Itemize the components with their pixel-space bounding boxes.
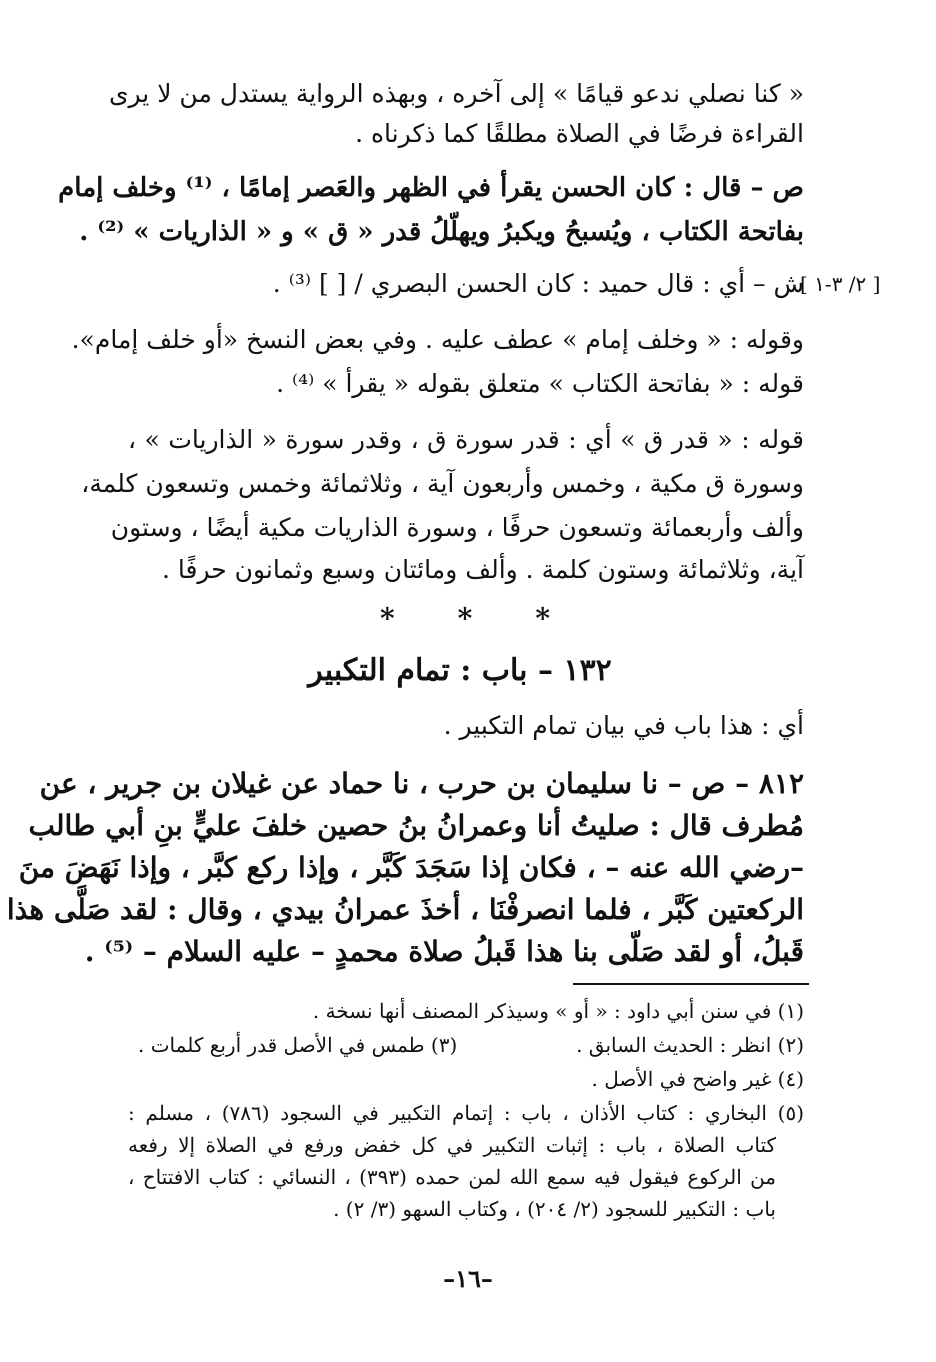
body-line: وألف وأربعمائة وتسعون حرفًا ، وسورة الذاريات مكية أيضًا ، وستون	[110, 513, 804, 542]
body-line: أي : هذا باب في بيان تمام التكبير .	[443, 711, 804, 740]
body-line: بفاتحة الكتاب ، ويُسبحُ ويكبرُ ويهلّلُ قدر « ق » و « الذاريات » ⁽²⁾ .	[79, 217, 804, 247]
chapter-heading: ١٣٢ – باب : تمام التكبير	[308, 653, 612, 688]
hadith-line: ٨١٢ – ص – نا سليمان بن حرب ، نا حماد عن غيلان بن جرير ، عن	[39, 767, 804, 800]
footnote: (٤) غير واضح في الأصل .	[591, 1067, 804, 1091]
hadith-line: مُطرف قال : صليتُ أنا وعمرانُ بنُ حصين خلفَ عليٍّ بنِ أبي طالب	[28, 809, 804, 842]
footnote: (٢) انظر : الحديث السابق .	[576, 1033, 804, 1057]
body-line: آية، وثلاثمائة وستون كلمة . وألف ومائتان وسبع وثمانون حرفًا .	[161, 555, 804, 584]
footnote-divider	[573, 983, 809, 985]
hadith-line: –رضي الله عنه – ، فكان إذا سَجَدَ كَبَّر ، وإذا ركع كبَّر ، وإذا نَهَضَ منَ	[18, 851, 804, 884]
body-line: « كنا نصلي ندعو قيامًا » إلى آخره ، وبهذه الرواية يستدل من لا يرى	[108, 79, 804, 108]
body-line: قوله : « قدر ق » أي : قدر سورة ق ، وقدر سورة « الذاريات » ،	[128, 425, 804, 454]
footnote-continuation: كتاب الصلاة ، باب : إثبات التكبير في كل خفض ورفع في الصلاة إلا رفعه	[128, 1133, 776, 1157]
separator-star: *	[457, 602, 473, 635]
margin-reference: [ ٢/ ٣-١ ]	[800, 272, 881, 296]
footnote-row	[128, 1030, 804, 1060]
body-line: ش – أي : قال حميد : كان الحسن البصري / [ ] ⁽³⁾ .	[272, 269, 804, 298]
separator-star: *	[380, 602, 395, 635]
separator-star: *	[535, 602, 550, 635]
footnote: (١) في سنن أبي داود : « أو » وسيذكر المصنف أنها نسخة .	[312, 999, 804, 1023]
body-line: ص – قال : كان الحسن يقرأ في الظهر والعَصر إمامًا ، ⁽¹⁾ وخلف إمام	[58, 173, 804, 203]
body-line: وقوله : « وخلف إمام » عطف عليه . وفي بعض النسخ «أو خلف إمام».	[71, 325, 804, 354]
hadith-line: قَبلُ، أو لقد صَلّى بنا هذا قَبلُ صلاة محمدٍ – عليه السلام – ⁽⁵⁾ .	[84, 935, 804, 968]
footnote-continuation: باب : التكبير للسجود (٢/ ٢٠٤) ، وكتاب السهو (٣/ ٢) .	[333, 1197, 776, 1221]
section-separator	[380, 602, 550, 635]
body-line: القراءة فرضًا في الصلاة مطلقًا كما ذكرناه .	[355, 119, 804, 148]
footnote-continuation: من الركوع فيقول فيه سمع الله لمن حمده (٣٩٣) ، النسائي : كتاب الافتتاح ،	[128, 1165, 777, 1189]
hadith-line: الركعتين كَبَّر ، فلما انصرفْنَا ، أخذَ عمرانُ بيدي ، وقال : لقد صَلَّى هذا	[6, 893, 804, 926]
footnote: (٥) البخاري : كتاب الأذان ، باب : إتمام التكبير في السجود (٧٨٦) ، مسلم :	[128, 1101, 804, 1125]
body-line: وسورة ق مكية ، وخمس وأربعون آية ، وثلاثمائة وخمس وتسعون كلمة،	[81, 469, 804, 498]
footnote: (٣) طمس في الأصل قدر أربع كلمات .	[138, 1033, 458, 1057]
page-number: –١٦–	[443, 1264, 493, 1293]
body-line: قوله : « بفاتحة الكتاب » متعلق بقوله « يقرأ » ⁽⁴⁾ .	[276, 369, 804, 398]
